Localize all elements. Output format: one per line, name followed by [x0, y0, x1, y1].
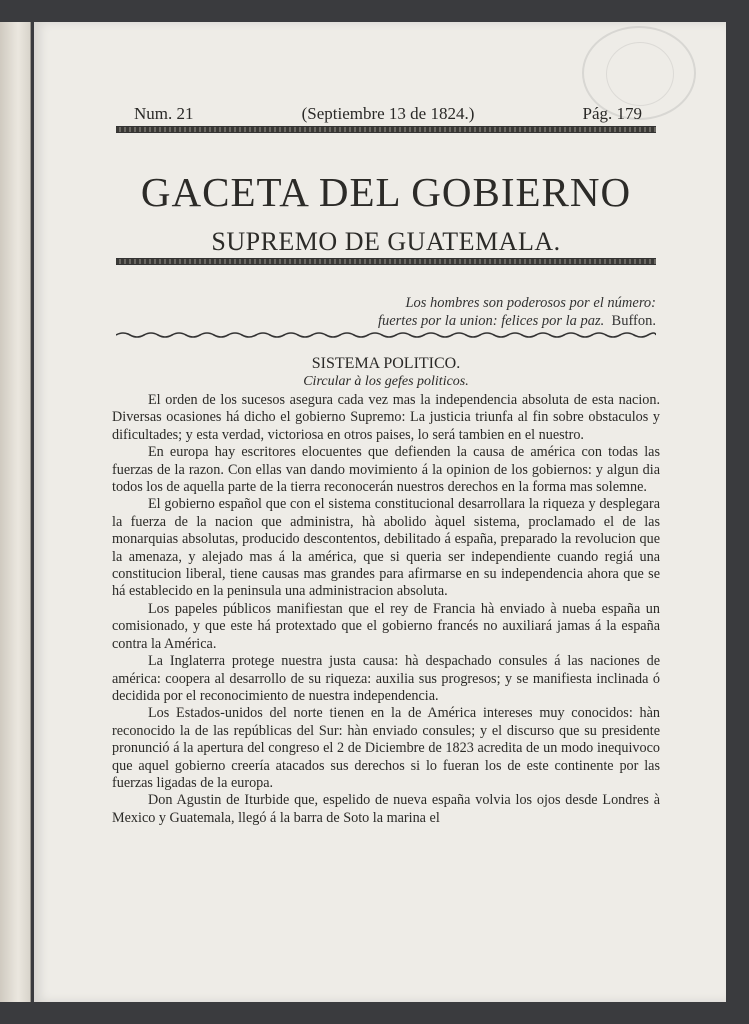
- paragraph: En europa hay escritores elocuentes que defienden la causa de américa con todas las fuerzas de la razon. Con ellas van dando movimiento á la opinion de los gobiernos: y algun dia todos los de aquella parte de la tierra reconocerán nuestros derechos en la forma mas solemne.: [112, 444, 660, 496]
- paragraph: El orden de los sucesos asegura cada vez mas la independencia absoluta de esta nacion. Diversas ocasiones há dicho el gobierno Supremo: La justicia triunfa al fin sobre obstaculos y dificultades; y esta verdad, victoriosa en otros paises, lo será tambien en el nuestro.: [112, 392, 660, 443]
- paragraph: El gobierno español que con el sistema constitucional desarrollara la riqueza y desplegara la fuerza de la nacion que administra, hà abolido àquel sistema, proclamado el de las monarquias absolutas, producido descontentos, debilitado á españa, preparado la revolucion que la amenaza, y alejado mas á la américa, que si queria ser independiente cuando regiá una constitucion liberal, tiene causas mas grandes para afirmarse en su independencia ahora que se há establecido en la peninsula una administracion absoluta.: [112, 496, 660, 600]
- issue-header: [134, 104, 642, 124]
- motto-line-1: Los hombres son poderosos por el número:: [405, 295, 656, 311]
- newspaper-page: [34, 22, 726, 1002]
- issue-number: Num. 21: [134, 104, 194, 123]
- newspaper-subtitle: SUPREMO DE GUATEMALA.: [211, 227, 561, 256]
- header-rule: [116, 126, 656, 133]
- newspaper-title: GACETA DEL GOBIERNO: [140, 169, 632, 215]
- motto: [304, 294, 656, 330]
- page-number: Pág. 179: [582, 104, 642, 123]
- section-subtitle: Circular à los gefes politicos.: [303, 374, 469, 389]
- paragraph: Los Estados-unidos del norte tienen en la de América intereses muy conocidos: hàn reconocido la de las repúblicas del Sur: hàn enviado consules; y el discurso que su presidente pronunció á la apertura del congreso el 2 de Diciembre de 1823 acredita de un modo inequivoco que aquel gobierno creería atacados sus derechos si lo fueran los de este continente por las fuerzas ligadas de la europa.: [112, 705, 660, 791]
- paragraph: Don Agustin de Iturbide que, espelido de nueva españa volvia los ojos desde Londres à Mexico y Guatemala, llegó á la barra de Soto la marina el: [112, 792, 660, 826]
- wavy-divider: [116, 331, 656, 339]
- article-body: [112, 392, 660, 827]
- paragraph: La Inglaterra protege nuestra justa causa: hà despachado consules á las naciones de américa: coopera al desarrollo de su riqueza: auxilia sus progresos; y se manifiesta inclinada ó decidida por el reconocimiento de nuestra independencia.: [112, 653, 660, 704]
- issue-date: (Septiembre 13 de 1824.): [301, 104, 475, 123]
- adjacent-page-edge: [0, 22, 31, 1002]
- section-title: SISTEMA POLITICO.: [311, 355, 461, 372]
- motto-line-2: fuertes por la union: felices por la paz.: [377, 313, 605, 329]
- motto-author: Buffon.: [611, 313, 656, 329]
- paragraph: Los papeles públicos manifiestan que el rey de Francia hà enviado à nueba españa un comisionado, y que este há protextado que el gobierno francés no auxiliará jamas á la españa contra la América.: [112, 600, 660, 652]
- title-rule: [116, 258, 656, 265]
